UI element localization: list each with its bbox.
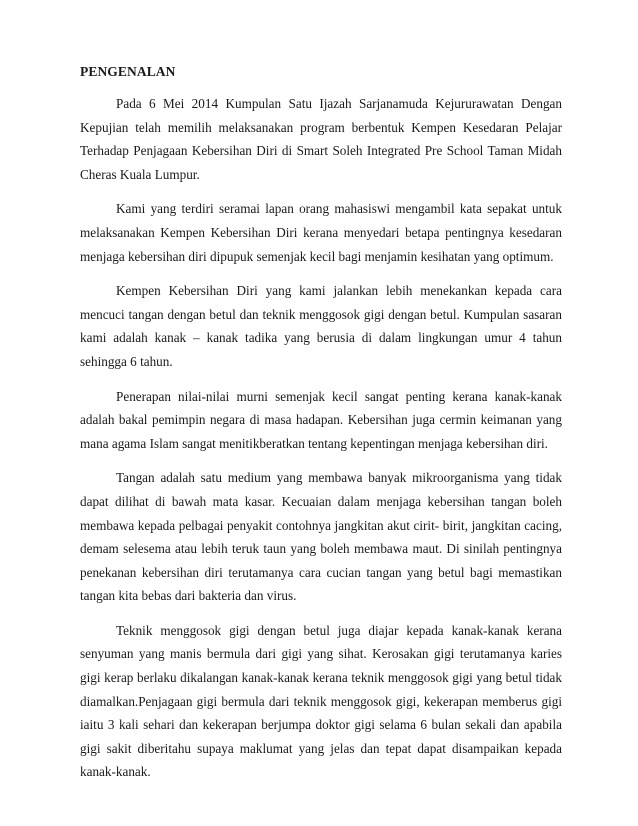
paragraph-2: Kami yang terdiri seramai lapan orang mahasiswi mengambil kata sepakat untuk melaksanakan Kempen Kebersihan Diri kerana menyedari betapa pentingnya kesedaran menjaga kebersihan diri dipupuk semenjak kecil bagi menjamin kesihatan yang optimum. [80,201,562,264]
document-body [80,92,562,795]
section-heading: PENGENALAN [80,64,176,79]
paragraph-4: Penerapan nilai-nilai murni semenjak kecil sangat penting kerana kanak-kanak adalah bakal pemimpin negara di masa hadapan. Kebersihan juga cermin keimanan yang mana agama Islam sangat menitikberatkan tentang kepentingan menjaga kebersihan diri. [80,388,562,451]
paragraph-3: Kempen Kebersihan Diri yang kami jalankan lebih menekankan kepada cara mencuci tangan dengan betul dan teknik menggosok gigi dengan betul. Kumpulan sasaran kami adalah kanak – kanak tadika yang berusia di dalam lingkungan umur 4 tahun sehingga 6 tahun. [80,283,562,369]
paragraph-6: Teknik menggosok gigi dengan betul juga diajar kepada kanak-kanak kerana senyuman yang manis bermula dari gigi yang sihat. Kerosakan gigi terutamanya karies gigi kerap berlaku dikalangan kanak-kanak kerana teknik menggosok gigi yang betul tidak diamalkan.Penjagaan gigi bermula dari teknik menggosok gigi, kekerapan memberus gigi iaitu 3 kali sehari dan kekerapan berjumpa doktor gigi selama 6 bulan sekali dan apabila gigi sakit diberitahu supaya maklumat yang jelas dan tepat dapat disampaikan kepada kanak-kanak. [80,622,562,780]
paragraph-1: Pada 6 Mei 2014 Kumpulan Satu Ijazah Sarjanamuda Kejururawatan Dengan Kepujian telah memilih melaksanakan program berbentuk Kempen Kesedaran Pelajar Terhadap Penjagaan Kebersihan Diri di Smart Soleh Integrated Pre School Taman Midah Cheras Kuala Lumpur. [80,96,562,182]
paragraph-5: Tangan adalah satu medium yang membawa banyak mikroorganisma yang tidak dapat dilihat di bawah mata kasar. Kecuaian dalam menjaga kebersihan tangan boleh membawa kepada pelbagai penyakit contohnya jangkitan akut cirit- birit, jangkitan cacing, demam selesema atau lebih teruk taun yang boleh membawa maut. Di sinilah pentingnya penekanan kebersihan diri terutamanya cara cucian tangan yang betul bagi memastikan tangan kita bebas dari bakteria dan virus. [80,470,562,604]
